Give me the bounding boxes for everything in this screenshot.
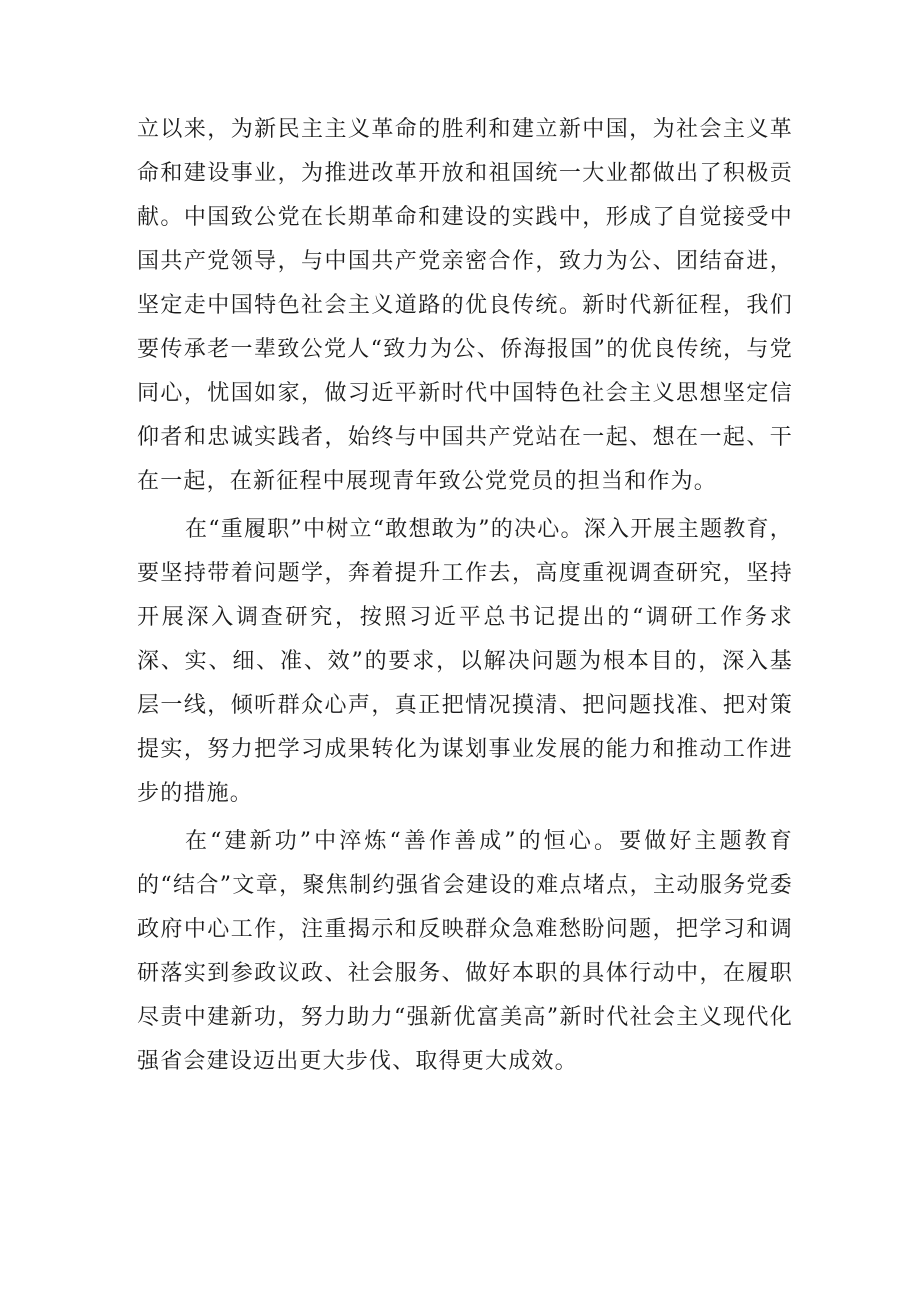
document-body (137, 108, 793, 1084)
paragraph-continuation: 立以来，为新民主主义革命的胜利和建立新中国，为社会主义革命和建设事业，为推进改革开放和祖国统一大业都做出了积极贡献。中国致公党在长期革命和建设的实践中，形成了自觉接受中国共产党领导，与中国共产党亲密合作，致力为公、团结奋进，坚定走中国特色社会主义道路的优良传统。新时代新征程，我们要传承老一辈致公党人“致力为公、侨海报国”的优良传统，与党同心，忧国如家，做习近平新时代中国特色社会主义思想坚定信仰者和忠诚实践者，始终与中国共产党站在一起、想在一起、干在一起，在新征程中展现青年致公党党员的担当和作为。 (137, 117, 793, 494)
paragraph-duty-resolve: 在“重履职”中树立“敢想敢为”的决心。深入开展主题教育，要坚持带着问题学，奔着提升工作去，高度重视调查研究，坚持开展深入调查研究，按照习近平总书记提出的“调研工作务求深、实、细、准、效”的要求，以解决问题为根本目的，深入基层一线，倾听群众心声，真正把情况摸清、把问题找准、把对策提实，努力把学习成果转化为谋划事业发展的能力和推动工作进步的措施。 (137, 517, 793, 806)
paragraph-new-merit: 在“建新功”中淬炼“善作善成”的恒心。要做好主题教育的“结合”文章，聚焦制约强省会建设的难点堵点，主动服务党委政府中心工作，注重揭示和反映群众急难愁盼问题，把学习和调研落实到参政议政、社会服务、做好本职的具体行动中，在履职尽责中建新功，努力助力“强新优富美高”新时代社会主义现代化强省会建设迈出更大步伐、取得更大成效。 (137, 829, 793, 1074)
